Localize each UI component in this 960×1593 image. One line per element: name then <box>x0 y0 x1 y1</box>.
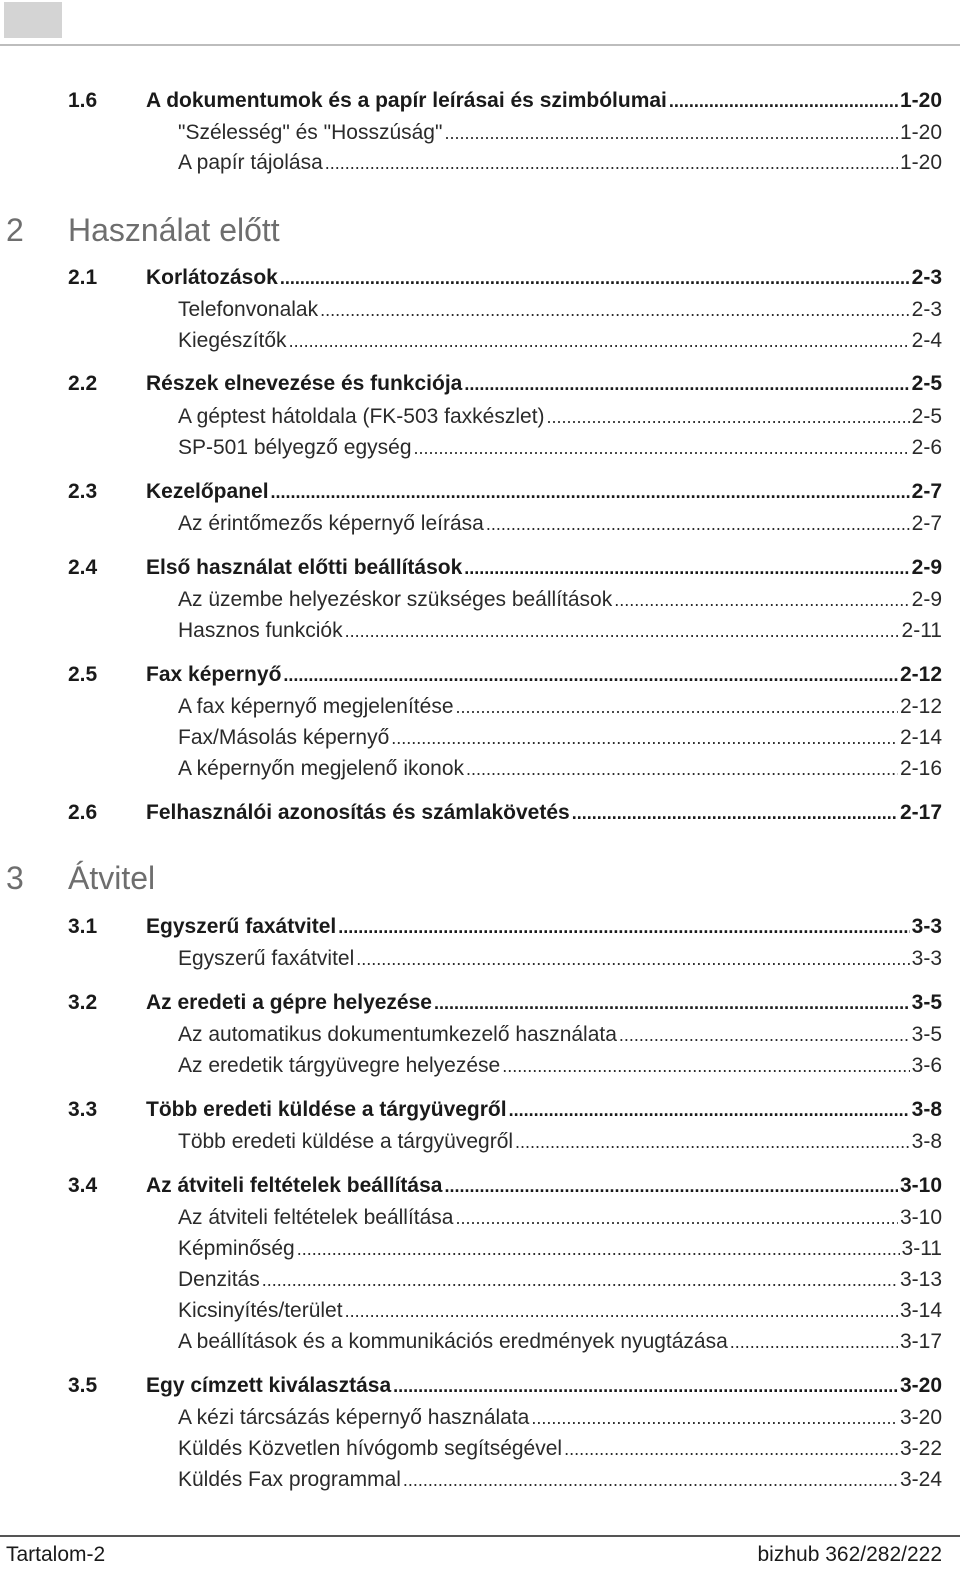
page-number: 2-5 <box>911 372 942 395</box>
dot-leader <box>456 692 898 722</box>
toc-section-3-4[interactable] <box>0 1171 960 1201</box>
section-title: Felhasználói azonosítás és számlakövetés <box>146 801 570 824</box>
dot-leader <box>403 1465 898 1495</box>
section-number: 3.5 <box>68 1374 98 1397</box>
toc-subsection[interactable] <box>0 509 960 539</box>
dot-leader <box>434 988 910 1018</box>
toc-section-3-5[interactable] <box>0 1371 960 1401</box>
header-rule <box>0 44 960 46</box>
page-number: 2-5 <box>911 405 942 428</box>
dot-leader <box>289 326 910 356</box>
page-number: 3-20 <box>899 1374 942 1397</box>
page-number: 2-14 <box>899 726 942 749</box>
toc-subsection[interactable] <box>0 754 960 784</box>
subsection-title: A képernyőn megjelenő ikonok <box>178 757 465 780</box>
toc-subsection[interactable] <box>0 1051 960 1081</box>
dot-leader <box>466 754 898 784</box>
toc-subsection[interactable] <box>0 1296 960 1326</box>
chapter-title: Átvitel <box>68 860 156 896</box>
dot-leader <box>564 1434 898 1464</box>
section-title: Egyszerű faxátvitel <box>146 915 337 938</box>
chapter-heading-2[interactable] <box>0 208 960 252</box>
dot-leader <box>262 1265 898 1295</box>
page-number: 3-10 <box>899 1206 942 1229</box>
toc-section-3-2[interactable] <box>0 988 960 1018</box>
dot-leader <box>547 402 910 432</box>
toc-subsection[interactable] <box>0 1434 960 1464</box>
page-number: 2-9 <box>911 556 942 579</box>
subsection-title: Hasznos funkciók <box>178 619 343 642</box>
page-number: 3-10 <box>899 1174 942 1197</box>
page-number: 3-13 <box>899 1268 942 1291</box>
toc-section-2-5[interactable] <box>0 660 960 690</box>
dot-leader <box>464 369 909 399</box>
toc-subsection[interactable] <box>0 295 960 325</box>
toc-subsection[interactable] <box>0 585 960 615</box>
footer-rule <box>0 1535 960 1537</box>
dot-leader <box>280 263 910 293</box>
footer-product-name: bizhub 362/282/222 <box>757 1543 942 1566</box>
subsection-title: SP-501 bélyegző egység <box>178 436 412 459</box>
section-title: Első használat előtti beállítások <box>146 556 463 579</box>
page-number: 3-24 <box>899 1468 942 1491</box>
toc-subsection[interactable] <box>0 1127 960 1157</box>
chapter-heading-3[interactable] <box>0 856 960 900</box>
page-number: 3-3 <box>911 915 942 938</box>
dot-leader <box>356 944 909 974</box>
page-number: 3-20 <box>899 1406 942 1429</box>
subsection-title: A géptest hátoldala (FK-503 faxkészlet) <box>178 405 545 428</box>
subsection-title: A papír tájolása <box>178 151 323 174</box>
chapter-number: 3 <box>6 860 24 896</box>
page-number: 2-16 <box>899 757 942 780</box>
toc-subsection[interactable] <box>0 402 960 432</box>
dot-leader <box>345 1296 898 1326</box>
section-number: 2.2 <box>68 372 98 395</box>
dot-leader <box>414 433 910 463</box>
page-number: 3-8 <box>911 1130 942 1153</box>
section-number: 2.3 <box>68 480 98 503</box>
section-number: 2.4 <box>68 556 98 579</box>
page-number: 3-5 <box>911 991 942 1014</box>
page-number: 2-9 <box>911 588 942 611</box>
section-title: Egy címzett kiválasztása <box>146 1374 392 1397</box>
toc-subsection[interactable] <box>0 1234 960 1264</box>
subsection-title: Az üzembe helyezéskor szükséges beállítások <box>178 588 613 611</box>
subsection-title: Egyszerű faxátvitel <box>178 947 355 970</box>
dot-leader <box>515 1127 910 1157</box>
subsection-title: Denzitás <box>178 1268 260 1291</box>
dot-leader <box>531 1403 898 1433</box>
toc-subsection[interactable] <box>0 118 960 148</box>
toc-subsection[interactable] <box>0 944 960 974</box>
dot-leader <box>444 118 898 148</box>
subsection-title: Fax/Másolás képernyő <box>178 726 390 749</box>
subsection-title: "Szélesség" és "Hosszúság" <box>178 121 443 144</box>
section-title: Az eredeti a gépre helyezése <box>146 991 432 1014</box>
dot-leader <box>464 553 909 583</box>
page-number: 3-8 <box>911 1098 942 1121</box>
section-number: 2.6 <box>68 801 98 824</box>
section-number: 2.1 <box>68 266 98 289</box>
dot-leader <box>730 1327 898 1357</box>
toc-subsection[interactable] <box>0 148 960 178</box>
toc-subsection[interactable] <box>0 616 960 646</box>
dot-leader <box>320 295 910 325</box>
dot-leader <box>669 86 898 116</box>
toc-section-3-3[interactable] <box>0 1095 960 1125</box>
subsection-title: Kiegészítők <box>178 329 287 352</box>
toc-section-1-6[interactable] <box>0 86 960 116</box>
subsection-title: Küldés Fax programmal <box>178 1468 401 1491</box>
page-number: 2-11 <box>901 619 942 642</box>
dot-leader <box>572 798 898 828</box>
section-title: Kezelőpanel <box>146 480 269 503</box>
toc-section-2-1[interactable] <box>0 263 960 293</box>
dot-leader <box>502 1051 909 1081</box>
section-number: 3.1 <box>68 915 98 938</box>
chapter-title: Használat előtt <box>68 212 280 248</box>
page-number: 2-3 <box>911 298 942 321</box>
toc-subsection[interactable] <box>0 1203 960 1233</box>
page-number: 3-22 <box>899 1437 942 1460</box>
subsection-title: Az érintőmezős képernyő leírása <box>178 512 484 535</box>
page-number: 2-12 <box>899 663 942 686</box>
toc-section-2-2[interactable] <box>0 369 960 399</box>
subsection-title: Az automatikus dokumentumkezelő használata <box>178 1023 617 1046</box>
page-number: 1-20 <box>899 89 942 112</box>
toc-subsection[interactable] <box>0 1465 960 1495</box>
section-title: Korlátozások <box>146 266 278 289</box>
subsection-title: A kézi tárcsázás képernyő használata <box>178 1406 530 1429</box>
toc-subsection[interactable] <box>0 723 960 753</box>
toc-subsection[interactable] <box>0 1403 960 1433</box>
section-number: 2.5 <box>68 663 98 686</box>
dot-leader <box>509 1095 910 1125</box>
dot-leader <box>393 1371 898 1401</box>
dot-leader <box>345 616 900 646</box>
dot-leader <box>444 1171 898 1201</box>
chapter-number: 2 <box>6 212 24 248</box>
page-number: 2-7 <box>911 480 942 503</box>
toc-subsection[interactable] <box>0 1020 960 1050</box>
dot-leader <box>271 477 910 507</box>
subsection-title: Küldés Közvetlen hívógomb segítségével <box>178 1437 563 1460</box>
subsection-title: Telefonvonalak <box>178 298 319 321</box>
toc-section-3-1[interactable] <box>0 912 960 942</box>
toc-section-2-6[interactable] <box>0 798 960 828</box>
page-number: 2-7 <box>911 512 942 535</box>
page-number: 3-14 <box>899 1299 942 1322</box>
dot-leader <box>283 660 898 690</box>
subsection-title: Az átviteli feltételek beállítása <box>178 1206 454 1229</box>
dot-leader <box>297 1234 900 1264</box>
page-number: 2-4 <box>911 329 942 352</box>
toc-subsection[interactable] <box>0 326 960 356</box>
section-title: Az átviteli feltételek beállítása <box>146 1174 443 1197</box>
dot-leader <box>455 1203 897 1233</box>
chapter-tab-marker <box>4 2 62 38</box>
page-number: 2-3 <box>911 266 942 289</box>
section-title: A dokumentumok és a papír leírásai és szimbólumai <box>146 89 667 112</box>
page-number: 3-11 <box>901 1237 942 1260</box>
section-title: Részek elnevezése és funkciója <box>146 372 463 395</box>
subsection-title: A fax képernyő megjelenítése <box>178 695 454 718</box>
dot-leader <box>325 148 898 178</box>
toc-subsection[interactable] <box>0 433 960 463</box>
toc-subsection[interactable] <box>0 692 960 722</box>
section-number: 3.3 <box>68 1098 98 1121</box>
toc-subsection[interactable] <box>0 1327 960 1357</box>
section-number: 1.6 <box>68 89 98 112</box>
subsection-title: Az eredetik tárgyüvegre helyezése <box>178 1054 501 1077</box>
toc-section-2-3[interactable] <box>0 477 960 507</box>
page-number: 2-12 <box>899 695 942 718</box>
toc-subsection[interactable] <box>0 1265 960 1295</box>
footer-page-label: Tartalom-2 <box>6 1543 106 1566</box>
page-number: 3-5 <box>911 1023 942 1046</box>
dot-leader <box>619 1020 910 1050</box>
toc-section-2-4[interactable] <box>0 553 960 583</box>
page-number: 3-3 <box>911 947 942 970</box>
section-number: 3.4 <box>68 1174 98 1197</box>
page-number: 2-6 <box>911 436 942 459</box>
dot-leader <box>486 509 910 539</box>
page-number: 2-17 <box>899 801 942 824</box>
section-title: Több eredeti küldése a tárgyüvegről <box>146 1098 507 1121</box>
page-number: 3-17 <box>899 1330 942 1353</box>
dot-leader <box>338 912 909 942</box>
section-title: Fax képernyő <box>146 663 282 686</box>
subsection-title: A beállítások és a kommunikációs eredmények nyugtázása <box>178 1330 728 1353</box>
dot-leader <box>614 585 909 615</box>
page-number: 1-20 <box>899 151 942 174</box>
page-number: 1-20 <box>899 121 942 144</box>
subsection-title: Képminőség <box>178 1237 295 1260</box>
section-number: 3.2 <box>68 991 98 1014</box>
subsection-title: Több eredeti küldése a tárgyüvegről <box>178 1130 514 1153</box>
page-number: 3-6 <box>911 1054 942 1077</box>
subsection-title: Kicsinyítés/terület <box>178 1299 343 1322</box>
dot-leader <box>391 723 898 753</box>
